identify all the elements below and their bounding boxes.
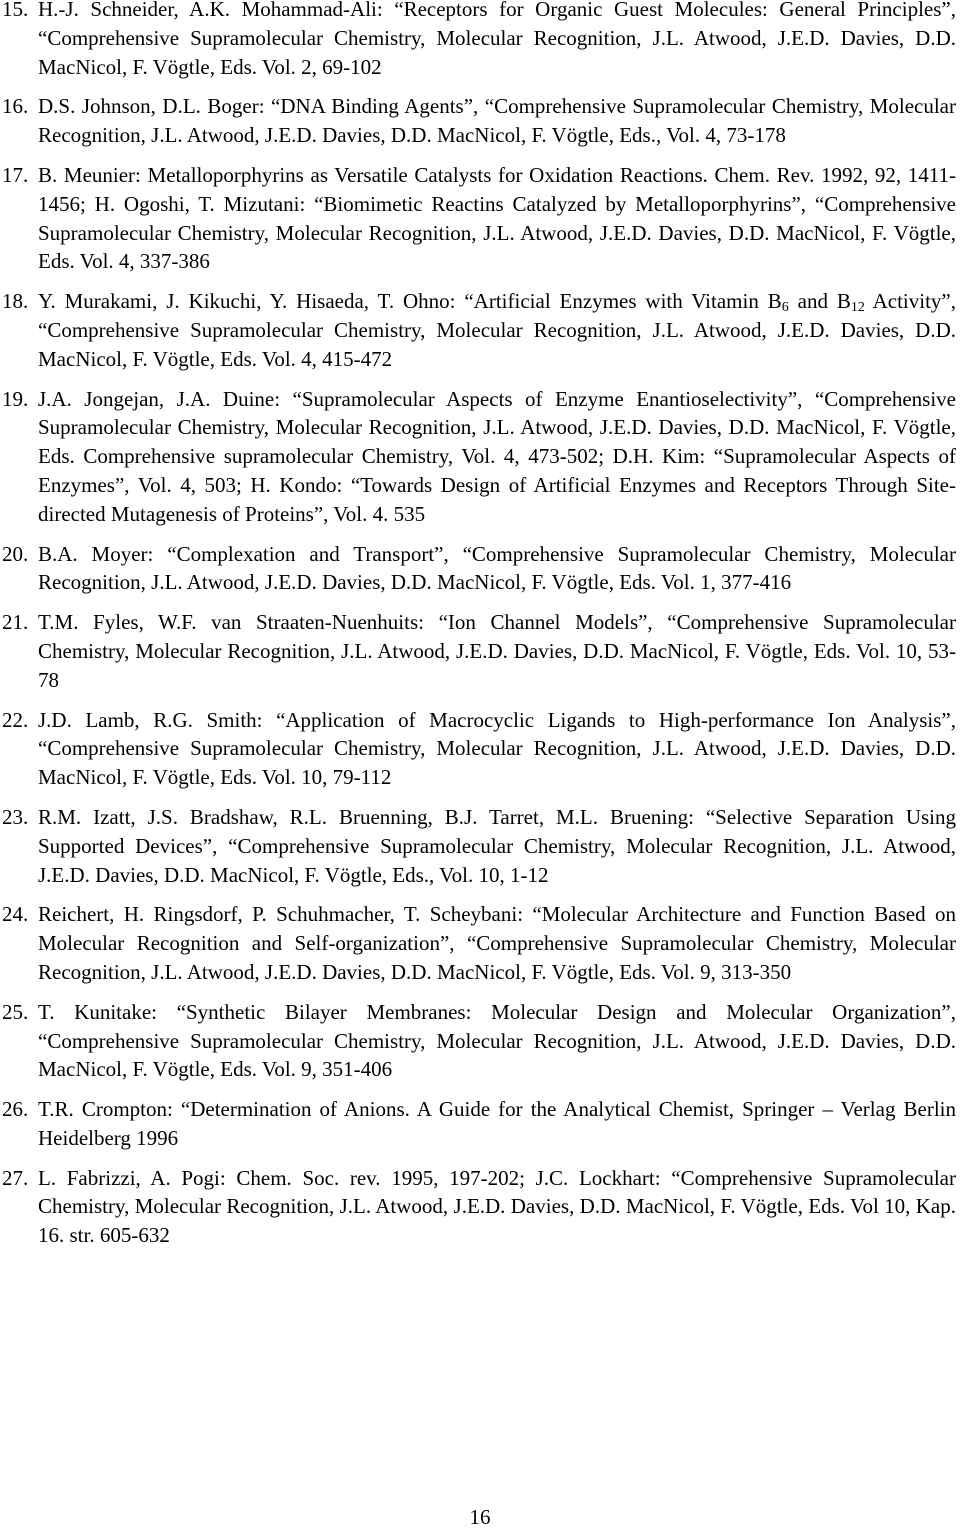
reference-number: 19. — [2, 386, 29, 411]
reference-number: 16. — [2, 94, 29, 119]
reference-text: J.A. Jongejan, J.A. Duine: “Supramolecular Aspects of Enzyme Enantioselectivity”, “Comprehensive Supramolecular Chemistry, Molecular Recognition, J.L. Atwood, J.E.D. Davies, D.D. MacNicol, F. Vögtle, Eds. Comprehensive supramolecular Chemistry, Vol. 4, 473-502; D.H. Kim: “Supramolecular Aspects of Enzymes”, Vol. 4, 503; H. Kondo: “Towards Design of Artificial Enzymes and Receptors Through Site-directed Mutagenesis of Proteins”, Vol. 4. 535 — [38, 386, 956, 526]
reference-text-part: and B — [788, 289, 851, 314]
reference-text: J.D. Lamb, R.G. Smith: “Application of Macrocyclic Ligands to High-performance Ion Analysis”, “Comprehensive Supramolecular Chemistry, Molecular Recognition, J.L. Atwood, J.E.D. Davies, D.D. MacNicol, F. Vögtle, Eds. Vol. 10, 79-112 — [38, 707, 956, 790]
reference-number: 20. — [2, 541, 29, 566]
reference-number: 22. — [2, 707, 29, 732]
reference-number: 25. — [2, 999, 29, 1024]
reference-number: 18. — [2, 289, 29, 314]
reference-number: 27. — [2, 1165, 29, 1190]
reference-item — [0, 1164, 956, 1250]
reference-number: 21. — [2, 610, 29, 635]
reference-text: R.M. Izatt, J.S. Bradshaw, R.L. Bruenning, B.J. Tarret, M.L. Bruening: “Selective Separation Using Supported Devices”, “Comprehensive Supramolecular Chemistry, Molecular Recognition, J.L. Atwood, J.E.D. Davies, D.D. MacNicol, F. Vögtle, Eds., Vol. 10, 1-12 — [38, 804, 956, 887]
reference-text-part: Activity”, “Comprehensive Supramolecular Chemistry, Molecular Recognition, J.L. Atwood, J.E.D. Davies, D.D. MacNicol, F. Vögtle, Eds. Vol. 4, 415-472 — [38, 289, 956, 371]
subscript: 12 — [850, 300, 865, 316]
reference-text — [38, 289, 956, 371]
reference-item — [0, 92, 956, 150]
reference-item — [0, 0, 956, 81]
reference-text: H.-J. Schneider, A.K. Mohammad-Ali: “Receptors for Organic Guest Molecules: General Principles”, “Comprehensive Supramolecular Chemistry, Molecular Recognition, J.L. Atwood, J.E.D. Davies, D.D. MacNicol, F. Vögtle, Eds. Vol. 2, 69-102 — [38, 0, 956, 79]
reference-item — [0, 900, 956, 986]
reference-text: Reichert, H. Ringsdorf, P. Schuhmacher, T. Scheybani: “Molecular Architecture and Function Based on Molecular Recognition and Self-organization”, “Comprehensive Supramolecular Chemistry, Molecular Recognition, J.L. Atwood, J.E.D. Davies, D.D. MacNicol, F. Vögtle, Eds. Vol. 9, 313-350 — [38, 902, 956, 984]
reference-text: T.M. Fyles, W.F. van Straaten-Nuenhuits: “Ion Channel Models”, “Comprehensive Supramolecular Chemistry, Molecular Recognition, J.L. Atwood, J.E.D. Davies, D.D. MacNicol, F. Vögtle, Eds. Vol. 10, 53-78 — [38, 610, 956, 692]
page-number: 16 — [469, 1505, 491, 1529]
reference-text: L. Fabrizzi, A. Pogi: Chem. Soc. rev. 1995, 197-202; J.C. Lockhart: “Comprehensive Supramolecular Chemistry, Molecular Recognition, J.L. Atwood, J.E.D. Davies, D.D. MacNicol, F. Vögtle, Eds. Vol 10, Kap. 16. str. 605-632 — [38, 1165, 956, 1248]
reference-number: 23. — [2, 804, 29, 829]
reference-number: 17. — [2, 162, 29, 187]
reference-text: T.R. Crompton: “Determination of Anions. A Guide for the Analytical Chemist, Springer – Verlag Berlin Heidelberg 1996 — [38, 1097, 956, 1150]
reference-item — [0, 161, 956, 276]
reference-item — [0, 540, 956, 598]
reference-item — [0, 998, 956, 1084]
reference-number: 26. — [2, 1097, 29, 1122]
reference-number: 15. — [2, 0, 29, 21]
reference-text: B.A. Moyer: “Complexation and Transport”, “Comprehensive Supramolecular Chemistry, Molecular Recognition, J.L. Atwood, J.E.D. Davies, D.D. MacNicol, F. Vögtle, Eds. Vol. 1, 377-416 — [38, 541, 956, 595]
reference-text: D.S. Johnson, D.L. Boger: “DNA Binding Agents”, “Comprehensive Supramolecular Chemistry, Molecular Recognition, J.L. Atwood, J.E.D. Davies, D.D. MacNicol, F. Vögtle, Eds., Vol. 4, 73-178 — [38, 94, 956, 148]
reference-item — [0, 385, 956, 529]
reference-text: T. Kunitake: “Synthetic Bilayer Membranes: Molecular Design and Molecular Organization”, “Comprehensive Supramolecular Chemistry, Molecular Recognition, J.L. Atwood, J.E.D. Davies, D.D. MacNicol, F. Vögtle, Eds. Vol. 9, 351-406 — [38, 999, 956, 1082]
reference-item — [0, 706, 956, 792]
reference-text-part: Y. Murakami, J. Kikuchi, Y. Hisaeda, T. Ohno: “Artificial Enzymes with Vitamin B — [38, 289, 782, 314]
reference-item — [0, 803, 956, 889]
reference-text: B. Meunier: Metalloporphyrins as Versatile Catalysts for Oxidation Reactions. Chem. Rev. 1992, 92, 1411-1456; H. Ogoshi, T. Mizutani: “Biomimetic Reactins Catalyzed by Metalloporphyrins”, “Comprehensive Supramolecular Chemistry, Molecular Recognition, J.L. Atwood, J.E.D. Davies, D.D. MacNicol, F. Vögtle, Eds. Vol. 4, 337-386 — [38, 162, 956, 274]
subscript: 6 — [781, 300, 789, 316]
reference-item — [0, 608, 956, 694]
reference-item — [0, 1095, 956, 1153]
reference-number: 24. — [2, 902, 29, 927]
reference-item — [0, 287, 956, 373]
